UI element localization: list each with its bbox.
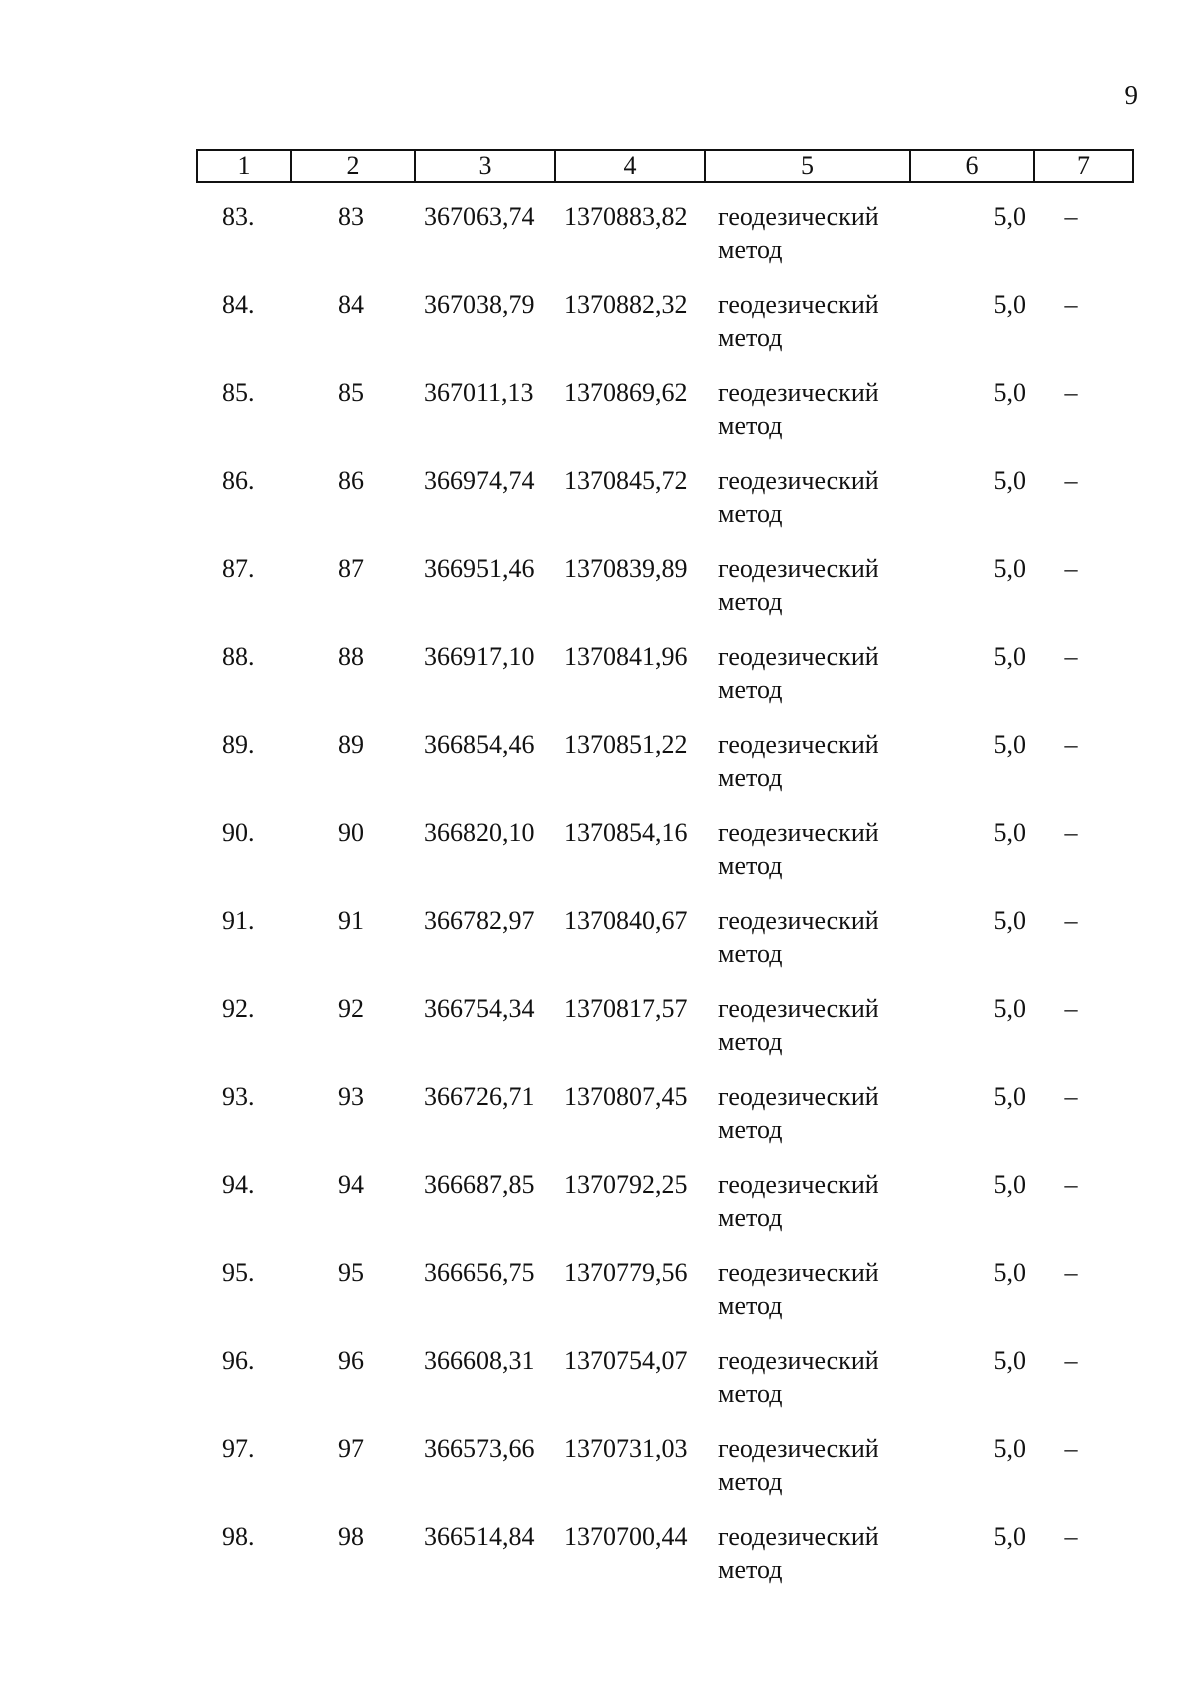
- column-header-1: 1: [197, 150, 291, 182]
- method-cell: [718, 816, 918, 882]
- method-line-1: геодезический: [718, 378, 879, 407]
- note-value: –: [1064, 1434, 1078, 1463]
- table-row: [196, 1168, 1132, 1256]
- point-id: 85: [338, 378, 364, 407]
- method-line-2: метод: [718, 851, 783, 880]
- method-line-2: метод: [718, 411, 783, 440]
- method-line-2: метод: [718, 1203, 783, 1232]
- column-header-row: [197, 150, 1133, 182]
- coordinate-x: 367063,74: [424, 202, 535, 231]
- row-number: 89.: [222, 730, 255, 759]
- point-id: 84: [338, 290, 364, 319]
- point-id: 87: [338, 554, 364, 583]
- accuracy-value: 5,0: [993, 818, 1026, 847]
- method-line-1: геодезический: [718, 730, 879, 759]
- accuracy-value: 5,0: [993, 554, 1026, 583]
- coordinate-y: 1370840,67: [564, 906, 688, 935]
- coordinate-y: 1370882,32: [564, 290, 688, 319]
- column-header-table: [196, 149, 1134, 183]
- page-number: 9: [1124, 80, 1138, 110]
- column-header-7: 7: [1034, 150, 1133, 182]
- column-header-2: 2: [291, 150, 415, 182]
- coordinate-y: 1370807,45: [564, 1082, 688, 1111]
- method-cell: [718, 728, 918, 794]
- accuracy-value: 5,0: [993, 906, 1026, 935]
- coordinate-x: 366917,10: [424, 642, 535, 671]
- method-line-1: геодезический: [718, 906, 879, 935]
- row-number: 95.: [222, 1258, 255, 1287]
- point-id: 96: [338, 1346, 364, 1375]
- table-row: [196, 1080, 1132, 1168]
- note-value: –: [1064, 290, 1078, 319]
- point-id: 83: [338, 202, 364, 231]
- coordinate-y: 1370841,96: [564, 642, 688, 671]
- table-row: [196, 1432, 1132, 1520]
- table-row: [196, 728, 1132, 816]
- accuracy-value: 5,0: [993, 994, 1026, 1023]
- table-row: [196, 1256, 1132, 1344]
- coordinate-y: 1370731,03: [564, 1434, 688, 1463]
- method-line-1: геодезический: [718, 1082, 879, 1111]
- note-value: –: [1064, 378, 1078, 407]
- method-line-2: метод: [718, 763, 783, 792]
- row-number: 83.: [222, 202, 255, 231]
- table-row: [196, 1344, 1132, 1432]
- note-value: –: [1064, 1522, 1078, 1551]
- row-number: 87.: [222, 554, 255, 583]
- table-row: [196, 992, 1132, 1080]
- point-id: 97: [338, 1434, 364, 1463]
- method-line-1: геодезический: [718, 1434, 879, 1463]
- note-value: –: [1064, 202, 1078, 231]
- point-id: 98: [338, 1522, 364, 1551]
- row-number: 88.: [222, 642, 255, 671]
- method-line-1: геодезический: [718, 994, 879, 1023]
- coordinate-x: 366726,71: [424, 1082, 535, 1111]
- method-line-2: метод: [718, 1027, 783, 1056]
- note-value: –: [1064, 1258, 1078, 1287]
- method-cell: [718, 200, 918, 266]
- method-line-2: метод: [718, 675, 783, 704]
- note-value: –: [1064, 1082, 1078, 1111]
- accuracy-value: 5,0: [993, 202, 1026, 231]
- table-row: [196, 376, 1132, 464]
- coordinate-y: 1370792,25: [564, 1170, 688, 1199]
- table-row: [196, 464, 1132, 552]
- method-line-1: геодезический: [718, 1258, 879, 1287]
- row-number: 90.: [222, 818, 255, 847]
- row-number: 91.: [222, 906, 255, 935]
- coordinate-y: 1370700,44: [564, 1522, 688, 1551]
- point-id: 88: [338, 642, 364, 671]
- coordinate-x: 367011,13: [424, 378, 534, 407]
- accuracy-value: 5,0: [993, 1522, 1026, 1551]
- method-line-2: метод: [718, 587, 783, 616]
- method-line-2: метод: [718, 235, 783, 264]
- method-cell: [718, 1256, 918, 1322]
- coordinate-y: 1370883,82: [564, 202, 688, 231]
- row-number: 92.: [222, 994, 255, 1023]
- note-value: –: [1064, 1346, 1078, 1375]
- coordinate-y: 1370839,89: [564, 554, 688, 583]
- coordinate-y: 1370869,62: [564, 378, 688, 407]
- point-id: 94: [338, 1170, 364, 1199]
- accuracy-value: 5,0: [993, 378, 1026, 407]
- row-number: 85.: [222, 378, 255, 407]
- note-value: –: [1064, 818, 1078, 847]
- coordinate-x: 366951,46: [424, 554, 535, 583]
- method-line-1: геодезический: [718, 466, 879, 495]
- accuracy-value: 5,0: [993, 1170, 1026, 1199]
- method-line-1: геодезический: [718, 1346, 879, 1375]
- accuracy-value: 5,0: [993, 1346, 1026, 1375]
- row-number: 96.: [222, 1346, 255, 1375]
- method-line-1: геодезический: [718, 290, 879, 319]
- coordinate-x: 366754,34: [424, 994, 535, 1023]
- coordinate-y: 1370779,56: [564, 1258, 688, 1287]
- coordinates-table-body: [196, 200, 1132, 1608]
- note-value: –: [1064, 1170, 1078, 1199]
- table-row: [196, 816, 1132, 904]
- row-number: 86.: [222, 466, 255, 495]
- coordinate-y: 1370817,57: [564, 994, 688, 1023]
- row-number: 93.: [222, 1082, 255, 1111]
- point-id: 92: [338, 994, 364, 1023]
- note-value: –: [1064, 642, 1078, 671]
- method-cell: [718, 288, 918, 354]
- table-row: [196, 288, 1132, 376]
- table-row: [196, 200, 1132, 288]
- coordinate-x: 366782,97: [424, 906, 535, 935]
- accuracy-value: 5,0: [993, 466, 1026, 495]
- method-cell: [718, 376, 918, 442]
- note-value: –: [1064, 466, 1078, 495]
- method-cell: [718, 1520, 918, 1586]
- accuracy-value: 5,0: [993, 730, 1026, 759]
- method-line-2: метод: [718, 499, 783, 528]
- coordinate-y: 1370845,72: [564, 466, 688, 495]
- column-header-5: 5: [705, 150, 910, 182]
- table-row: [196, 904, 1132, 992]
- accuracy-value: 5,0: [993, 1082, 1026, 1111]
- point-id: 93: [338, 1082, 364, 1111]
- coordinate-y: 1370851,22: [564, 730, 688, 759]
- row-number: 98.: [222, 1522, 255, 1551]
- method-cell: [718, 1344, 918, 1410]
- note-value: –: [1064, 554, 1078, 583]
- coordinate-x: 367038,79: [424, 290, 535, 319]
- method-line-2: метод: [718, 939, 783, 968]
- point-id: 95: [338, 1258, 364, 1287]
- row-number: 97.: [222, 1434, 255, 1463]
- method-line-1: геодезический: [718, 1170, 879, 1199]
- note-value: –: [1064, 906, 1078, 935]
- point-id: 91: [338, 906, 364, 935]
- coordinate-x: 366608,31: [424, 1346, 535, 1375]
- method-line-1: геодезический: [718, 202, 879, 231]
- column-header-3: 3: [415, 150, 555, 182]
- coordinate-x: 366820,10: [424, 818, 535, 847]
- method-cell: [718, 464, 918, 530]
- method-line-1: геодезический: [718, 1522, 879, 1551]
- coordinate-x: 366974,74: [424, 466, 535, 495]
- note-value: –: [1064, 994, 1078, 1023]
- row-number: 84.: [222, 290, 255, 319]
- note-value: –: [1064, 730, 1078, 759]
- method-line-2: метод: [718, 1467, 783, 1496]
- method-cell: [718, 640, 918, 706]
- method-line-1: геодезический: [718, 818, 879, 847]
- method-cell: [718, 1432, 918, 1498]
- method-cell: [718, 552, 918, 618]
- column-header-6: 6: [910, 150, 1034, 182]
- coordinate-x: 366854,46: [424, 730, 535, 759]
- accuracy-value: 5,0: [993, 290, 1026, 319]
- coordinate-x: 366514,84: [424, 1522, 535, 1551]
- method-line-2: метод: [718, 1115, 783, 1144]
- coordinate-x: 366687,85: [424, 1170, 535, 1199]
- point-id: 86: [338, 466, 364, 495]
- coordinate-y: 1370754,07: [564, 1346, 688, 1375]
- table-row: [196, 552, 1132, 640]
- accuracy-value: 5,0: [993, 1258, 1026, 1287]
- method-line-1: геодезический: [718, 642, 879, 671]
- coordinate-y: 1370854,16: [564, 818, 688, 847]
- accuracy-value: 5,0: [993, 642, 1026, 671]
- method-cell: [718, 1080, 918, 1146]
- row-number: 94.: [222, 1170, 255, 1199]
- accuracy-value: 5,0: [993, 1434, 1026, 1463]
- method-line-2: метод: [718, 1555, 783, 1584]
- method-line-2: метод: [718, 1379, 783, 1408]
- method-cell: [718, 904, 918, 970]
- point-id: 90: [338, 818, 364, 847]
- coordinate-x: 366656,75: [424, 1258, 535, 1287]
- method-cell: [718, 992, 918, 1058]
- method-line-1: геодезический: [718, 554, 879, 583]
- coordinate-x: 366573,66: [424, 1434, 535, 1463]
- column-header-4: 4: [555, 150, 705, 182]
- point-id: 89: [338, 730, 364, 759]
- table-row: [196, 1520, 1132, 1608]
- method-line-2: метод: [718, 323, 783, 352]
- table-row: [196, 640, 1132, 728]
- method-cell: [718, 1168, 918, 1234]
- method-line-2: метод: [718, 1291, 783, 1320]
